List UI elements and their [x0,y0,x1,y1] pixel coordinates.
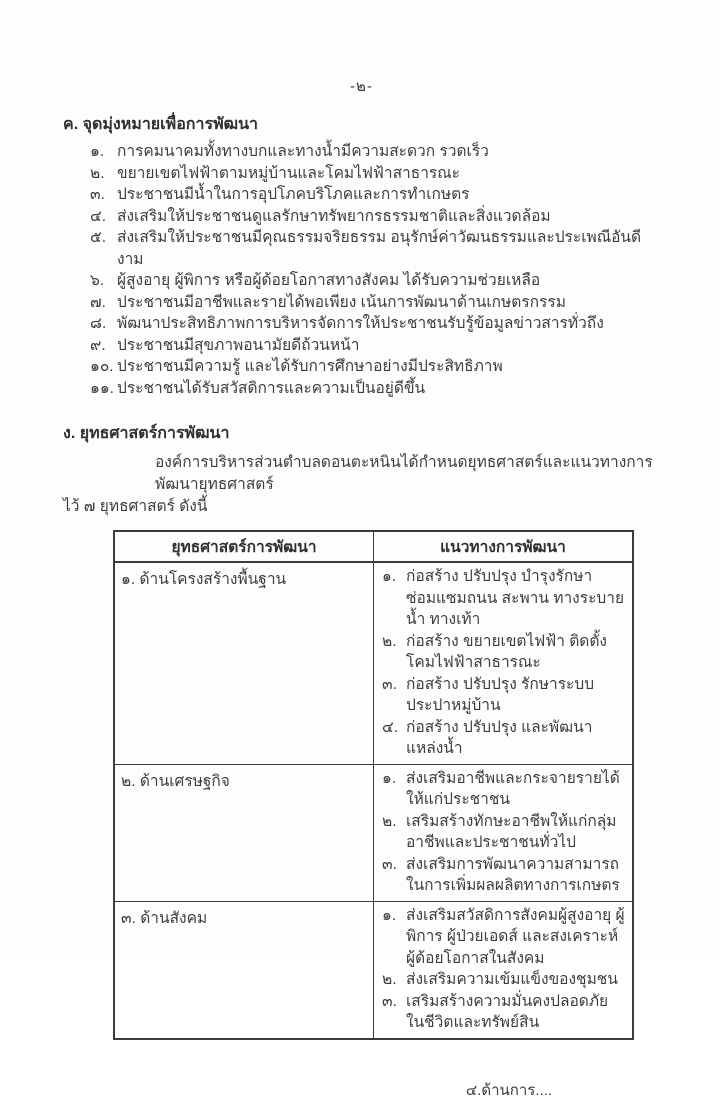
goal-item [90,184,660,206]
guideline-number: ๒. [382,971,397,988]
guideline-list [380,566,626,760]
table-header-strategy: ยุทธศาสตร์การพัฒนา [114,531,374,562]
strategy-cell: ๑. ด้านโครงสร้างพื้นฐาน [114,562,374,764]
guideline-text: ส่งเสริมอาชีพและกระจายรายได้ให้แก่ประชาชน [406,769,620,808]
guideline-number: ๒. [382,812,397,830]
goal-number: ๔. [90,207,107,225]
guideline-item [382,631,626,674]
section-d-heading: ง. ยุทธศาสตร์การพัฒนา [63,425,230,442]
goal-text: ส่งเสริมให้ประชาชนมีคุณธรรมจริยธรรม อนุรักษ์ค่าวัฒนธรรมและประเพณีอันดีงาม [117,229,642,268]
goal-item [90,356,660,378]
goal-text: ส่งเสริมให้ประชาชนดูแลรักษาทรัพยากรธรรมชาติและสิ่งแวดล้อม [117,207,551,225]
goal-item [90,292,660,314]
goal-item [90,313,660,335]
guideline-number: ๓. [382,992,397,1010]
guideline-item [382,768,626,811]
guideline-item [382,717,626,760]
section-d-paragraph-line2: ไว้ ๗ ยุทธศาสตร์ ดังนี้ [63,498,208,515]
goal-text: การคมนาคมทั้งทางบกและทางน้ำมีความสะดวก รวดเร็ว [117,143,489,160]
goal-text: ประชาชนมีความรู้ และได้รับการศึกษาอย่างมีประสิทธิภาพ [117,358,503,375]
guideline-item [382,969,626,991]
goal-number: ๓. [90,186,105,203]
goal-item [90,335,660,357]
strategy-table [113,530,634,1040]
goal-text: ขยายเขตไฟฟ้าตามหมู่บ้านและโคมไฟฟ้าสาธารณะ [117,164,460,182]
guideline-number: ๑. [382,769,397,787]
goal-number: ๑. [90,143,105,160]
strategy-cell: ๓. ด้านสังคม [114,901,374,1039]
goal-text: ประชาชนมีน้ำในการอุปโภคบริโภคและการทำเกษตร [117,186,470,203]
goal-text: พัฒนาประสิทธิภาพการบริหารจัดการให้ประชาชนรับรู้ข้อมูลข่าวสารทั่วถึง [117,315,604,332]
goal-number: ๑๑. [90,379,114,397]
goal-item [90,378,660,400]
guideline-text: ก่อสร้าง ปรับปรุง และพัฒนาแหล่งน้ำ [406,718,593,757]
table-header-row [114,531,633,562]
goal-item [90,141,660,163]
goal-number: ๘. [90,315,107,332]
goal-item [90,270,660,292]
goal-number: ๑๐. [90,358,114,375]
goal-item [90,163,660,185]
goal-number: ๒. [90,164,105,182]
goal-text: ผู้สูงอายุ ผู้พิการ หรือผู้ด้อยโอกาสทางสังคม ได้รับความช่วยเหลือ [117,272,541,289]
guideline-item [382,905,626,970]
guideline-list [380,768,626,897]
guideline-number: ๑. [382,568,397,585]
guideline-number: ๔. [382,718,399,736]
guideline-text: ส่งเสริมความเข้มแข็งของชุมชน [406,971,618,988]
guideline-item [382,674,626,717]
goal-text: ประชาชนมีอาชีพและรายได้พอเพียง เน้นการพัฒนาด้านเกษตรกรรม [117,293,566,311]
guideline-item [382,991,626,1034]
guideline-text: ก่อสร้าง ขยายเขตไฟฟ้า ติดตั้งโคมไฟฟ้าสาธารณะ [406,632,608,671]
table-row [114,901,633,1039]
section-c-heading: ค. จุดมุ่งหมายเพื่อการพัฒนา [63,116,258,133]
guideline-text: เสริมสร้างความมั่นคงปลอดภัยในชีวิตและทรัพย์สิน [406,992,609,1031]
guideline-cell [374,562,634,764]
guideline-text: เสริมสร้างทักษะอาชีพให้แก่กลุ่มอาชีพและประชาชนทั่วไป [406,812,617,851]
guideline-text: ส่งเสริมการพัฒนาความสามารถในการเพิ่มผลผลิตทางการเกษตร [406,855,620,894]
guideline-number: ๒. [382,632,397,650]
goal-text: ประชาชนมีสุขภาพอนามัยดีถ้วนหน้า [117,336,360,354]
guideline-item [382,854,626,897]
guideline-text: ก่อสร้าง ปรับปรุง รักษาระบบประปาหมู่บ้าน [406,675,595,714]
guideline-number: ๓. [382,855,397,873]
section-d-paragraph-line1: องค์การบริหารส่วนตำบลดอนตะหนินได้กำหนดยุทธศาสตร์และแนวทางการพัฒนายุทธศาสตร์ [155,454,653,493]
guideline-item [382,566,626,631]
goals-list [63,141,660,399]
table-row [114,562,633,764]
guideline-text: ส่งเสริมสวัสดิการสังคมผู้สูงอายุ ผู้พิการ ผู้ป่วยเอดส์ และสงเคราะห์ผู้ด้อยโอกาสในสังคม [406,906,625,967]
guideline-number: ๑. [382,906,397,924]
guideline-cell [374,764,634,901]
guideline-item [382,811,626,854]
guideline-text: ก่อสร้าง ปรับปรุง บำรุงรักษา ซ่อมแซมถนน สะพาน ทางระบายน้ำ ทางเท้า [406,568,625,628]
table-row [114,764,633,901]
guideline-cell [374,901,634,1039]
goal-number: ๗. [90,293,106,311]
goal-text: ประชาชนได้รับสวัสดิการและความเป็นอยู่ดีขึ้น [117,379,426,397]
strategy-cell: ๒. ด้านเศรษฐกิจ [114,764,374,901]
table-header-guideline: แนวทางการพัฒนา [374,531,634,562]
guideline-list [380,905,626,1034]
goal-number: ๙. [90,336,106,354]
page-number: -๒- [350,78,373,95]
guideline-number: ๓. [382,675,397,693]
goal-item [90,206,660,228]
continuation-note: ๔.ด้านการ.... [465,1081,552,1099]
goal-item [90,227,660,270]
goal-number: ๕. [90,229,107,246]
goal-number: ๖. [90,272,105,289]
